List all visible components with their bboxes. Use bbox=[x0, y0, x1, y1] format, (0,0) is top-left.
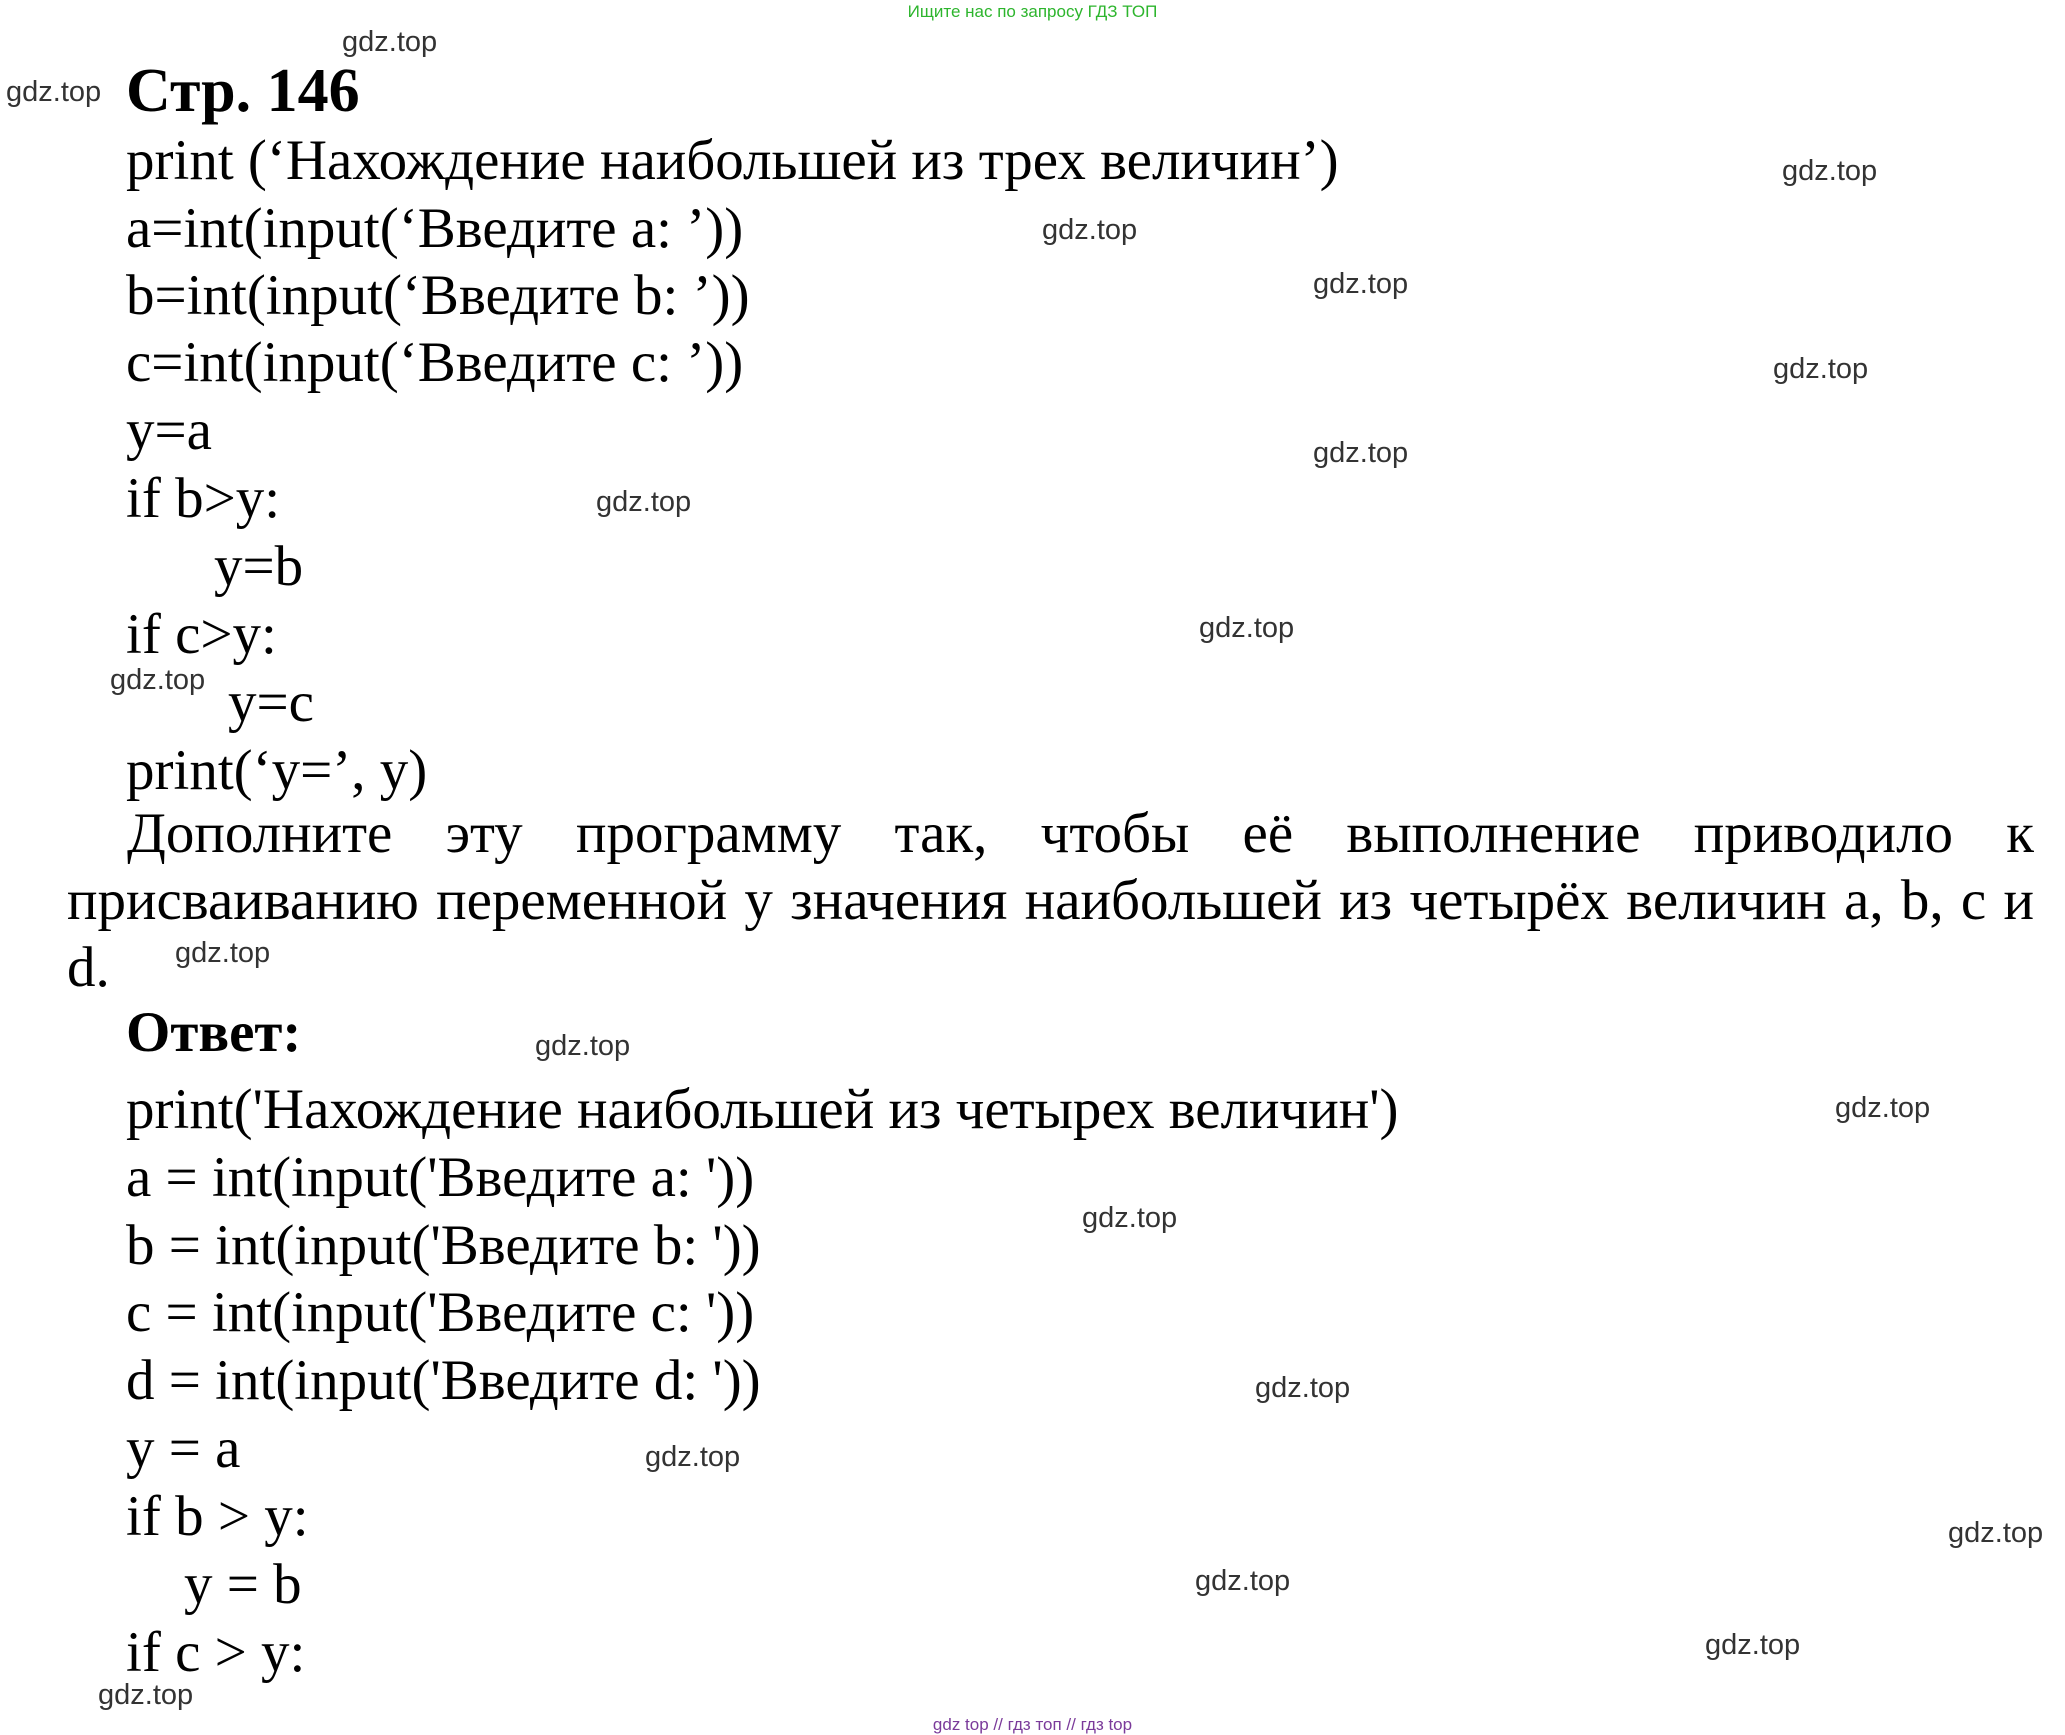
watermark: gdz.top bbox=[175, 937, 271, 969]
watermark: gdz.top bbox=[1835, 1092, 1931, 1124]
answer-code-line-4: c = int(input('Введите c: ')) bbox=[126, 1281, 755, 1344]
answer-code-line-1: print('Нахождение наибольшей из четырех величин') bbox=[126, 1078, 1399, 1141]
answer-code-line-5: d = int(input('Введите d: ')) bbox=[126, 1349, 761, 1412]
watermark: gdz.top bbox=[1313, 268, 1409, 300]
task-code-line-2: a=int(input(‘Введите a: ’)) bbox=[126, 197, 744, 260]
answer-code-line-6: y = a bbox=[126, 1417, 241, 1480]
watermark: gdz.top bbox=[1773, 353, 1869, 385]
watermark: gdz.top bbox=[596, 486, 692, 518]
task-code-line-6: if b>y: bbox=[126, 467, 281, 530]
task-code-line-1: print (‘Нахождение наибольшей из трех величин’) bbox=[126, 129, 1339, 192]
watermark: gdz.top bbox=[1082, 1202, 1178, 1234]
task-text: Дополните эту программу так, чтобы её выполнение приводило к присваиванию переменной y значения наибольшей из четырёх величин a, b, c и d. bbox=[67, 802, 2034, 999]
watermark: gdz.top bbox=[342, 26, 438, 58]
answer-code-line-3: b = int(input('Введите b: ')) bbox=[126, 1214, 761, 1277]
watermark: gdz.top bbox=[98, 1679, 194, 1711]
watermark: gdz.top bbox=[645, 1441, 741, 1473]
watermark: gdz.top bbox=[1195, 1565, 1291, 1597]
task-code-line-8: if c>y: bbox=[126, 603, 277, 666]
answer-code-line-8: y = b bbox=[184, 1553, 302, 1616]
watermark: gdz.top bbox=[1042, 214, 1138, 246]
top-banner[interactable]: Ищите нас по запросу ГДЗ ТОП bbox=[907, 2, 1158, 21]
page-heading: Стр. 146 bbox=[126, 57, 360, 125]
watermark: gdz.top bbox=[1199, 612, 1295, 644]
watermark: gdz.top bbox=[1705, 1629, 1801, 1661]
answer-code-line-9: if c > y: bbox=[126, 1621, 306, 1684]
watermark: gdz.top bbox=[1782, 155, 1878, 187]
task-code-line-9: y=c bbox=[228, 671, 314, 734]
task-code-line-7: y=b bbox=[214, 535, 304, 598]
watermark: gdz.top bbox=[535, 1030, 631, 1062]
footer-links[interactable]: gdz top // гдз топ // гдз top bbox=[932, 1715, 1133, 1734]
task-code-line-4: c=int(input(‘Введите c: ’)) bbox=[126, 331, 744, 394]
watermark: gdz.top bbox=[110, 664, 206, 696]
task-code-line-5: y=a bbox=[126, 399, 212, 462]
task-code-line-10: print(‘y=’, y) bbox=[126, 739, 428, 802]
watermark: gdz.top bbox=[6, 76, 102, 108]
task-paragraph bbox=[67, 800, 2034, 1001]
answer-code-line-2: a = int(input('Введите a: ')) bbox=[126, 1146, 755, 1209]
answer-label: Ответ: bbox=[126, 1001, 302, 1064]
watermark: gdz.top bbox=[1948, 1517, 2044, 1549]
answer-code-line-7: if b > y: bbox=[126, 1485, 309, 1548]
task-code-line-3: b=int(input(‘Введите b: ’)) bbox=[126, 264, 750, 327]
watermark: gdz.top bbox=[1313, 437, 1409, 469]
watermark: gdz.top bbox=[1255, 1372, 1351, 1404]
